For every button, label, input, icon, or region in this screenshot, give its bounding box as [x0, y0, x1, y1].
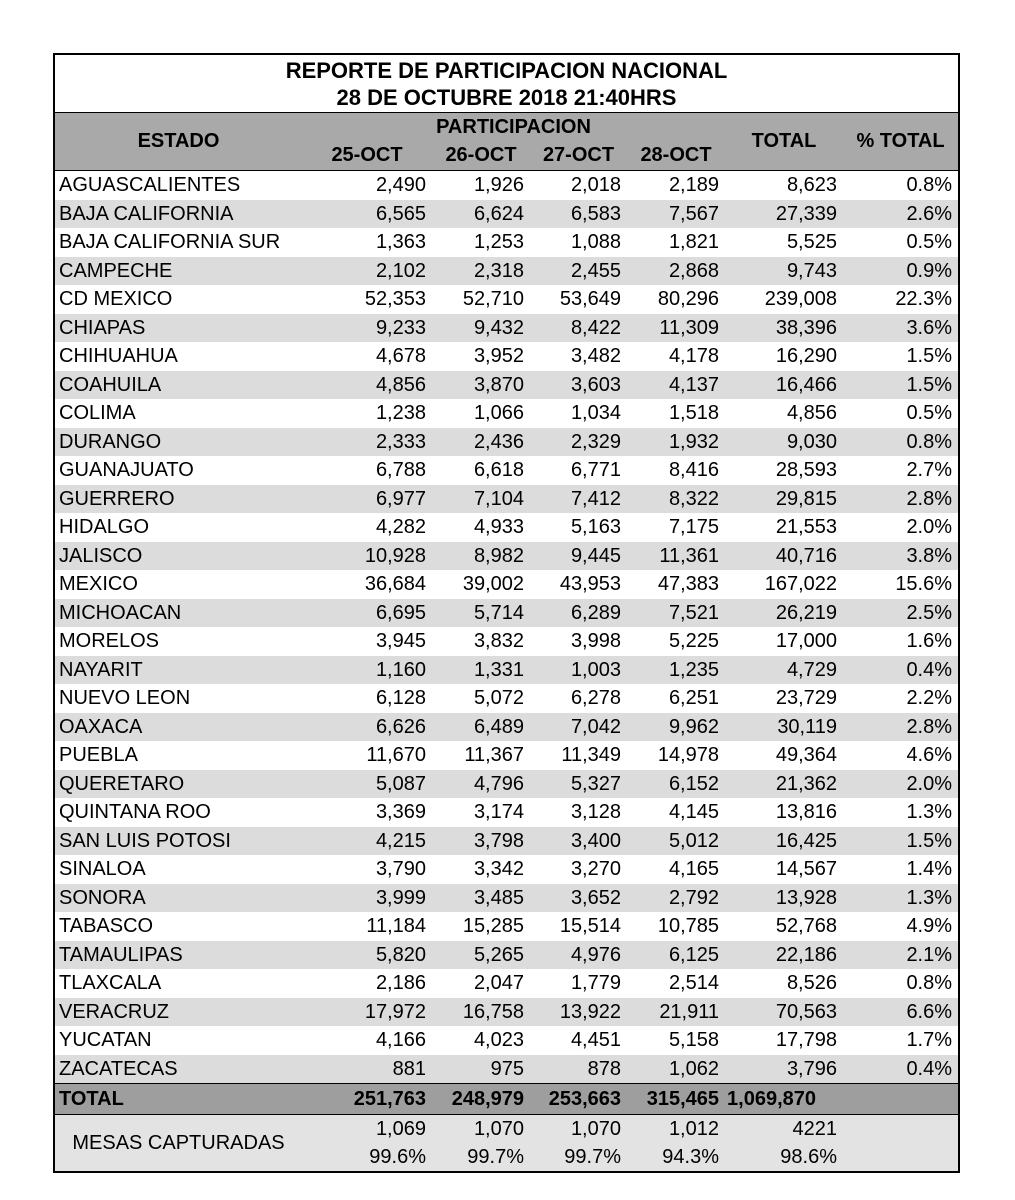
value-cell: 11,367: [464, 744, 524, 766]
value-cell: 1.5%: [843, 371, 959, 400]
value-cell: 2,329: [530, 428, 627, 457]
value-cell: 11,361: [627, 542, 725, 571]
value-cell: 6.6%: [843, 998, 959, 1027]
value-cell: 1,779: [570, 972, 621, 994]
estado-cell: COLIMA: [59, 402, 136, 424]
value-cell: 2.0%: [843, 770, 959, 799]
value-cell: 6,289: [530, 599, 627, 628]
estado-cell: YUCATAN: [59, 1029, 152, 1051]
mesas-count-total-cell: 4221: [725, 1115, 843, 1144]
value-cell: 11,670: [366, 744, 426, 766]
value-cell: 1.5%: [843, 827, 959, 856]
table-row: [54, 314, 959, 343]
estado-cell: CD MEXICO: [59, 288, 173, 310]
value-cell: 0.4%: [843, 656, 959, 685]
value-cell: 6,565: [302, 200, 432, 229]
value-cell: 3,796: [725, 1055, 843, 1084]
value-cell: 2.7%: [906, 459, 953, 481]
estado-cell: NAYARIT: [54, 656, 302, 685]
value-cell: 878: [530, 1055, 627, 1084]
table-row: [54, 684, 959, 713]
value-cell: 52,710: [462, 288, 524, 310]
table-footer: [54, 1084, 959, 1173]
estado-cell: MORELOS: [59, 630, 160, 652]
value-cell: 6,583: [530, 200, 627, 229]
value-cell: 5,525: [786, 231, 837, 253]
total-value-cell: 251,763: [302, 1084, 432, 1115]
value-cell: 167,022: [764, 573, 837, 595]
mesas-pct-cell: 99.7%: [432, 1143, 530, 1172]
table-row: [54, 456, 959, 485]
value-cell: 38,396: [725, 314, 843, 343]
value-cell: 6,788: [375, 459, 426, 481]
value-cell: 1,062: [627, 1055, 725, 1084]
value-cell: 4,145: [668, 801, 719, 823]
table-row: [54, 399, 959, 428]
estado-cell: GUERRERO: [54, 485, 302, 514]
value-cell: 9,743: [725, 257, 843, 286]
header-row-1: [54, 113, 959, 142]
value-cell: 53,649: [559, 288, 621, 310]
value-cell: 4,178: [668, 345, 719, 367]
value-cell: 0.9%: [843, 257, 959, 286]
participation-report-table: [53, 53, 960, 1173]
value-cell: 2,868: [627, 257, 725, 286]
value-cell: 9,233: [302, 314, 432, 343]
value-cell: 1.3%: [906, 801, 953, 823]
value-cell: 11,349: [561, 744, 621, 766]
column-header-estado: ESTADO: [54, 113, 302, 171]
value-cell: 40,716: [725, 542, 843, 571]
estado-cell: MICHOACAN: [54, 599, 302, 628]
value-cell: 2,792: [627, 884, 725, 913]
mesas-pct-cell: 94.3%: [627, 1143, 725, 1172]
value-cell: 3,870: [432, 371, 530, 400]
value-cell: 2,018: [570, 174, 621, 196]
value-cell: 1,331: [432, 656, 530, 685]
value-cell: 5,158: [668, 1029, 719, 1051]
value-cell: 0.5%: [906, 231, 953, 253]
value-cell: 4,215: [302, 827, 432, 856]
estado-cell: VERACRUZ: [54, 998, 302, 1027]
value-cell: 5,163: [570, 516, 621, 538]
value-cell: 1,932: [627, 428, 725, 457]
value-cell: 6,125: [627, 941, 725, 970]
value-cell: 26,219: [725, 599, 843, 628]
value-cell: 3,482: [570, 345, 621, 367]
value-cell: 17,000: [775, 630, 837, 652]
value-cell: 39,002: [462, 573, 524, 595]
mesas-pct-cell: 99.6%: [302, 1143, 432, 1172]
table-row: [54, 200, 959, 229]
column-header-27-oct: 27-OCT: [530, 141, 627, 171]
mesas-count-cell: 1,070: [432, 1115, 530, 1144]
table-row: [54, 570, 959, 599]
column-header-participacion: PARTICIPACION: [302, 113, 725, 142]
estado-cell: JALISCO: [54, 542, 302, 571]
table-row: [54, 485, 959, 514]
estado-cell: QUINTANA ROO: [59, 801, 211, 823]
value-cell: 21,362: [725, 770, 843, 799]
grand-total-cell: 1,069,870: [725, 1084, 843, 1115]
value-cell: 1,238: [375, 402, 426, 424]
value-cell: 0.8%: [843, 428, 959, 457]
estado-cell: SONORA: [54, 884, 302, 913]
estado-cell: OAXACA: [54, 713, 302, 742]
value-cell: 5,072: [473, 687, 524, 709]
value-cell: 5,012: [627, 827, 725, 856]
value-cell: 5,327: [530, 770, 627, 799]
value-cell: 13,816: [775, 801, 837, 823]
value-cell: 6,251: [668, 687, 719, 709]
table-row: [54, 770, 959, 799]
total-pct-cell: [843, 1084, 959, 1115]
value-cell: 4,165: [668, 858, 719, 880]
value-cell: 7,175: [668, 516, 719, 538]
value-cell: 80,296: [657, 288, 719, 310]
table-row: [54, 371, 959, 400]
value-cell: 2.8%: [843, 713, 959, 742]
estado-cell: DURANGO: [54, 428, 302, 457]
value-cell: 13,922: [530, 998, 627, 1027]
value-cell: 29,815: [725, 485, 843, 514]
table-row: [54, 599, 959, 628]
report-title-line1: REPORTE DE PARTICIPACION NACIONAL: [285, 58, 728, 83]
estado-cell: HIDALGO: [59, 516, 150, 538]
value-cell: 7,567: [627, 200, 725, 229]
value-cell: 2,490: [375, 174, 426, 196]
value-cell: 11,309: [627, 314, 725, 343]
value-cell: 2,189: [668, 174, 719, 196]
value-cell: 47,383: [657, 573, 719, 595]
value-cell: 23,729: [775, 687, 837, 709]
value-cell: 0.4%: [843, 1055, 959, 1084]
value-cell: 2,333: [302, 428, 432, 457]
table-row: [54, 741, 959, 770]
mesas-count-cell: 1,012: [627, 1115, 725, 1144]
value-cell: 3,369: [375, 801, 426, 823]
estado-cell: CHIAPAS: [54, 314, 302, 343]
value-cell: 52,353: [364, 288, 426, 310]
value-cell: 3.6%: [843, 314, 959, 343]
total-value-cell: 253,663: [530, 1084, 627, 1115]
table-row: [54, 542, 959, 571]
value-cell: 36,684: [364, 573, 426, 595]
value-cell: 8,526: [786, 972, 837, 994]
value-cell: 2.2%: [906, 687, 953, 709]
value-cell: 7,412: [530, 485, 627, 514]
value-cell: 22.3%: [895, 288, 953, 310]
value-cell: 3,652: [530, 884, 627, 913]
value-cell: 70,563: [725, 998, 843, 1027]
value-cell: 1,363: [375, 231, 426, 253]
value-cell: 10,928: [302, 542, 432, 571]
value-cell: 1,066: [473, 402, 524, 424]
value-cell: 15.6%: [895, 573, 953, 595]
value-cell: 27,339: [725, 200, 843, 229]
estado-cell: TAMAULIPAS: [54, 941, 302, 970]
value-cell: 8,623: [786, 174, 837, 196]
value-cell: 0.5%: [906, 402, 953, 424]
value-cell: 1,160: [302, 656, 432, 685]
total-row: [54, 1084, 959, 1115]
table-row: [54, 1026, 959, 1055]
estado-cell: BAJA CALIFORNIA SUR: [59, 231, 281, 253]
value-cell: 881: [302, 1055, 432, 1084]
value-cell: 17,972: [302, 998, 432, 1027]
value-cell: 6,695: [302, 599, 432, 628]
value-cell: 3,400: [530, 827, 627, 856]
value-cell: 2.6%: [843, 200, 959, 229]
total-value-cell: 315,465: [627, 1084, 725, 1115]
value-cell: 6,278: [570, 687, 621, 709]
value-cell: 9,030: [725, 428, 843, 457]
column-header-28-oct: 28-OCT: [627, 141, 725, 171]
value-cell: 3,832: [473, 630, 524, 652]
title-row: [54, 54, 959, 113]
report-title-line2: 28 DE OCTUBRE 2018 21:40HRS: [336, 85, 677, 110]
value-cell: 8,322: [627, 485, 725, 514]
value-cell: 1,926: [473, 174, 524, 196]
value-cell: 15,285: [462, 915, 524, 937]
mesas-capturadas-label: MESAS CAPTURADAS: [54, 1115, 302, 1173]
value-cell: 2.8%: [843, 485, 959, 514]
value-cell: 2.5%: [843, 599, 959, 628]
value-cell: 14,567: [775, 858, 837, 880]
value-cell: 4,729: [725, 656, 843, 685]
report-title: [54, 54, 959, 113]
value-cell: 15,514: [559, 915, 621, 937]
table-row: [54, 342, 959, 371]
estado-cell: BAJA CALIFORNIA: [54, 200, 302, 229]
column-header-pct-total: % TOTAL: [843, 113, 959, 171]
table-row: [54, 884, 959, 913]
value-cell: 5,087: [302, 770, 432, 799]
table-row: [54, 285, 959, 314]
value-cell: 4.9%: [906, 915, 953, 937]
value-cell: 8,982: [432, 542, 530, 571]
estado-cell: AGUASCALIENTES: [59, 174, 241, 196]
value-cell: 16,425: [725, 827, 843, 856]
value-cell: 1,235: [627, 656, 725, 685]
value-cell: 30,119: [725, 713, 843, 742]
estado-cell: TABASCO: [59, 915, 154, 937]
table-row: [54, 257, 959, 286]
value-cell: 3,128: [570, 801, 621, 823]
value-cell: 1.3%: [843, 884, 959, 913]
value-cell: 0.8%: [906, 174, 953, 196]
value-cell: 6,152: [627, 770, 725, 799]
table-row: [54, 969, 959, 998]
value-cell: 3,790: [375, 858, 426, 880]
value-cell: 0.8%: [906, 972, 953, 994]
value-cell: 3,798: [432, 827, 530, 856]
value-cell: 16,758: [432, 998, 530, 1027]
estado-cell: CHIHUAHUA: [59, 345, 178, 367]
value-cell: 4,933: [473, 516, 524, 538]
estado-cell: TLAXCALA: [59, 972, 162, 994]
value-cell: 16,290: [775, 345, 837, 367]
value-cell: 4,023: [473, 1029, 524, 1051]
value-cell: 5,714: [432, 599, 530, 628]
table-row: [54, 998, 959, 1027]
value-cell: 2,436: [432, 428, 530, 457]
value-cell: 5,820: [302, 941, 432, 970]
value-cell: 4,856: [302, 371, 432, 400]
value-cell: 3,603: [530, 371, 627, 400]
estado-cell: QUERETARO: [54, 770, 302, 799]
value-cell: 10,785: [657, 915, 719, 937]
mesas-count-cell: 1,069: [302, 1115, 432, 1144]
value-cell: 7,521: [627, 599, 725, 628]
value-cell: 3,174: [473, 801, 524, 823]
total-value-cell: 248,979: [432, 1084, 530, 1115]
table-row: [54, 171, 959, 200]
value-cell: 4,137: [627, 371, 725, 400]
value-cell: 2,047: [473, 972, 524, 994]
value-cell: 4,796: [432, 770, 530, 799]
value-cell: 2,102: [302, 257, 432, 286]
estado-cell: SINALOA: [59, 858, 146, 880]
value-cell: 1.5%: [906, 345, 953, 367]
value-cell: 43,953: [559, 573, 621, 595]
mesas-pct-total-empty-cell: [843, 1115, 959, 1173]
value-cell: 2,455: [530, 257, 627, 286]
value-cell: 3,999: [302, 884, 432, 913]
value-cell: 6,624: [432, 200, 530, 229]
value-cell: 49,364: [775, 744, 837, 766]
value-cell: 975: [432, 1055, 530, 1084]
value-cell: 3,952: [473, 345, 524, 367]
mesas-capturadas-counts-row: [54, 1115, 959, 1144]
mesas-pct-cell: 99.7%: [530, 1143, 627, 1172]
value-cell: 1,253: [473, 231, 524, 253]
value-cell: 1.7%: [906, 1029, 953, 1051]
table-row: [54, 827, 959, 856]
table-header: [54, 54, 959, 171]
value-cell: 52,768: [775, 915, 837, 937]
value-cell: 6,626: [302, 713, 432, 742]
column-header-25-oct: 25-OCT: [302, 141, 432, 171]
value-cell: 6,128: [375, 687, 426, 709]
value-cell: 3,945: [375, 630, 426, 652]
value-cell: 1,821: [668, 231, 719, 253]
mesas-pct-grand-cell: 98.6%: [725, 1143, 843, 1172]
value-cell: 7,042: [530, 713, 627, 742]
table-row: [54, 855, 959, 884]
value-cell: 1,034: [570, 402, 621, 424]
value-cell: 1,088: [570, 231, 621, 253]
value-cell: 6,618: [473, 459, 524, 481]
value-cell: 6,771: [570, 459, 621, 481]
value-cell: 2,318: [432, 257, 530, 286]
value-cell: 3.8%: [843, 542, 959, 571]
table-row: [54, 713, 959, 742]
value-cell: 21,911: [627, 998, 725, 1027]
value-cell: 14,978: [657, 744, 719, 766]
column-header-total: TOTAL: [725, 113, 843, 171]
value-cell: 22,186: [725, 941, 843, 970]
estado-cell: ZACATECAS: [54, 1055, 302, 1084]
value-cell: 17,798: [775, 1029, 837, 1051]
value-cell: 4,451: [570, 1029, 621, 1051]
estado-cell: NUEVO LEON: [59, 687, 191, 709]
value-cell: 6,977: [302, 485, 432, 514]
value-cell: 8,422: [530, 314, 627, 343]
value-cell: 8,416: [668, 459, 719, 481]
value-cell: 16,466: [725, 371, 843, 400]
value-cell: 4.6%: [906, 744, 953, 766]
value-cell: 3,998: [570, 630, 621, 652]
value-cell: 2,514: [668, 972, 719, 994]
estado-cell: PUEBLA: [59, 744, 138, 766]
table-row: [54, 627, 959, 656]
value-cell: 1.6%: [906, 630, 953, 652]
value-cell: 9,962: [627, 713, 725, 742]
value-cell: 239,008: [764, 288, 837, 310]
value-cell: 4,678: [375, 345, 426, 367]
value-cell: 1,003: [530, 656, 627, 685]
estado-cell: COAHUILA: [54, 371, 302, 400]
value-cell: 6,489: [432, 713, 530, 742]
table-row: [54, 428, 959, 457]
value-cell: 4,166: [375, 1029, 426, 1051]
table-row: [54, 513, 959, 542]
value-cell: 21,553: [775, 516, 837, 538]
table-row: [54, 912, 959, 941]
estado-cell: CAMPECHE: [54, 257, 302, 286]
value-cell: 9,445: [530, 542, 627, 571]
table-row: [54, 798, 959, 827]
value-cell: 1.4%: [906, 858, 953, 880]
table-row: [54, 656, 959, 685]
estado-cell: GUANAJUATO: [59, 459, 194, 481]
value-cell: 3,485: [432, 884, 530, 913]
value-cell: 4,856: [786, 402, 837, 424]
total-label-cell: TOTAL: [54, 1084, 302, 1115]
mesas-count-cell: 1,070: [530, 1115, 627, 1144]
table-row: [54, 941, 959, 970]
value-cell: 5,225: [668, 630, 719, 652]
value-cell: 4,976: [530, 941, 627, 970]
value-cell: 13,928: [725, 884, 843, 913]
value-cell: 11,184: [366, 915, 426, 937]
value-cell: 2.1%: [843, 941, 959, 970]
estado-cell: MEXICO: [59, 573, 138, 595]
value-cell: 7,104: [432, 485, 530, 514]
value-cell: 5,265: [432, 941, 530, 970]
table-row: [54, 228, 959, 257]
table-row: [54, 1055, 959, 1084]
column-header-26-oct: 26-OCT: [432, 141, 530, 171]
value-cell: 28,593: [775, 459, 837, 481]
estado-cell: SAN LUIS POTOSI: [54, 827, 302, 856]
value-cell: 2.0%: [906, 516, 953, 538]
value-cell: 2,186: [375, 972, 426, 994]
report-table-body: [54, 171, 959, 1084]
value-cell: 1,518: [668, 402, 719, 424]
value-cell: 4,282: [375, 516, 426, 538]
value-cell: 3,342: [473, 858, 524, 880]
value-cell: 3,270: [570, 858, 621, 880]
value-cell: 9,432: [432, 314, 530, 343]
